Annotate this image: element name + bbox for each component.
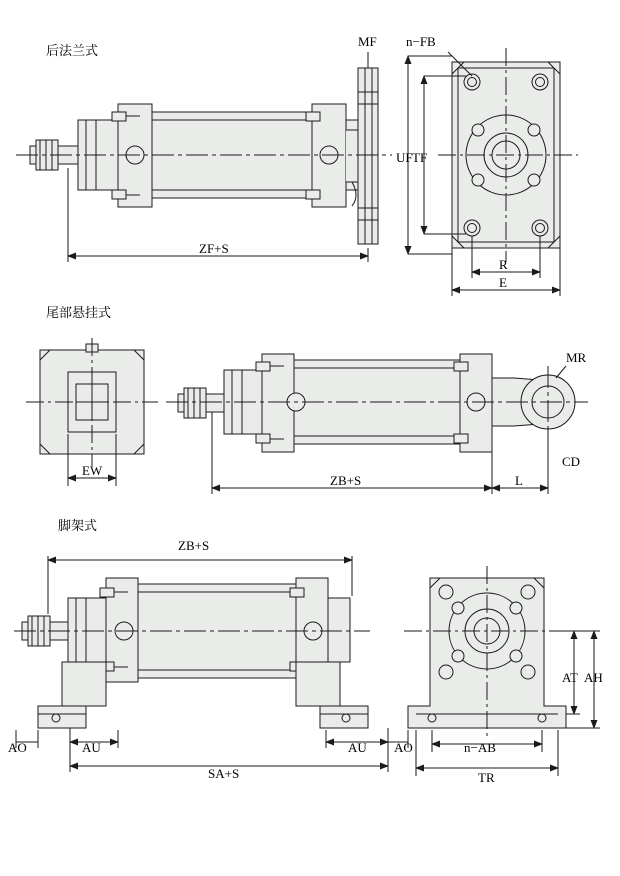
label-au-right: AU xyxy=(348,740,367,755)
label-ew: EW xyxy=(82,463,103,478)
label-r: R xyxy=(499,257,508,272)
label-tf: TF xyxy=(412,150,428,165)
section-title-rear-trunnion: 尾部悬挂式 xyxy=(46,306,112,321)
label-zb-s-1: ZB+S xyxy=(330,473,362,488)
section-title-rear-flange: 后法兰式 xyxy=(46,44,99,59)
label-zf-s: ZF+S xyxy=(199,241,229,256)
label-at: AT xyxy=(562,670,578,685)
label-tr: TR xyxy=(478,770,495,785)
trunnion-end-view xyxy=(26,338,158,466)
label-au-left: AU xyxy=(82,740,101,755)
label-cd: CD xyxy=(562,454,581,469)
label-ao-left: AO xyxy=(8,740,27,755)
flange-front-view xyxy=(438,48,578,262)
foot-bracket-right xyxy=(296,662,368,728)
label-mf: MF xyxy=(358,34,377,49)
label-mr: MR xyxy=(566,350,587,365)
label-uf: UF xyxy=(396,150,413,165)
label-zb-s-2: ZB+S xyxy=(178,538,210,553)
label-sa-s: SA+S xyxy=(208,766,240,781)
label-ao-right: AO xyxy=(394,740,413,755)
section-title-foot-mount: 脚架式 xyxy=(58,519,98,534)
label-n-fb: n−FB xyxy=(406,34,436,49)
flange-plate-side xyxy=(346,68,378,244)
label-e: E xyxy=(499,275,507,290)
section-rear-trunnion xyxy=(26,338,588,494)
section-rear-flange xyxy=(16,48,578,296)
trunnion-cylinder xyxy=(166,354,588,452)
section-foot-mount xyxy=(14,556,600,776)
label-l: L xyxy=(515,473,523,488)
foot-bracket-left xyxy=(38,662,106,728)
label-ah: AH xyxy=(584,670,603,685)
foot-end-view xyxy=(404,566,572,740)
label-n-ab: n−AB xyxy=(464,740,496,755)
